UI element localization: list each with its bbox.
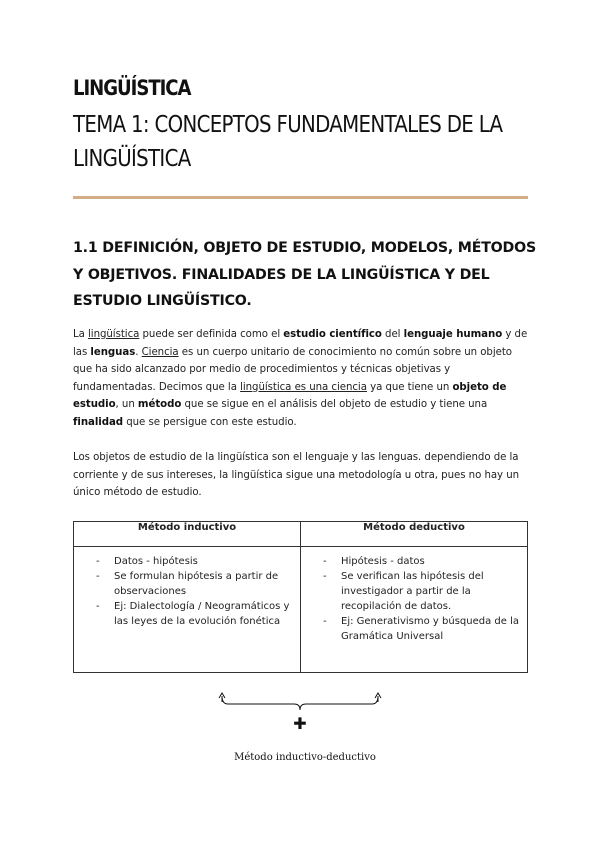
method-bracket-diagram <box>210 684 390 744</box>
table-header-inductive: Método inductivo <box>74 522 301 547</box>
term-linguistica: lingüística <box>88 329 140 340</box>
list-item: - Ej: Dialectología / Neogramáticos y las leyes de la evolución fonética <box>86 599 292 629</box>
table-header-deductive: Método deductivo <box>301 522 528 547</box>
list-item: - Se formulan hipótesis a partir de observaciones <box>86 569 292 599</box>
term-ciencia: Ciencia <box>141 346 179 358</box>
paragraph-definition: La lingüística puede ser definida como el estudio científico del lenguaje humano y de las lenguas. Ciencia es un cuerpo unitario de conocimiento no común sobre un objeto que ha sido alcanzado por medio de procedimientos y técnicas objetivas y fundamentadas. Decimos que la lingüística es una ciencia ya que tiene un objeto de estudio, un método que se sigue en el análisis del objeto de estudio y tiene una finalidad que se persigue con este estudio. <box>73 329 528 428</box>
list-item: - Hipótesis - datos <box>313 554 519 569</box>
inductive-cell <box>74 547 301 673</box>
list-item: - Ej: Generativismo y búsqueda de la Gramática Universal <box>313 614 519 644</box>
deductive-cell <box>301 547 528 673</box>
paragraph-objects: Los objetos de estudio de la lingüística son el lenguaje y las lenguas. dependiendo de la corriente y de sus intereses, la lingüística sigue una metodología u otra, pues no hay un único método de estudio. <box>73 452 520 498</box>
term-linguistica-ciencia: lingüística es una ciencia <box>240 381 367 393</box>
list-item: - Datos - hipótesis <box>86 554 292 569</box>
document-title: LINGÜÍSTICA <box>73 76 191 100</box>
diagram-caption: Método inductivo-deductivo <box>234 752 376 763</box>
list-item: - Se verifican las hipótesis del investigador a partir de la recopilación de datos. <box>313 569 519 614</box>
bracket-icon <box>219 693 381 710</box>
methods-table <box>73 521 528 673</box>
plus-icon: ✚ <box>293 714 307 733</box>
section-heading: 1.1 DEFINICIÓN, OBJETO DE ESTUDIO, MODELOS, MÉTODOS Y OBJETIVOS. FINALIDADES DE LA LINGÜÍSTICA Y DEL ESTUDIO LINGÜÍSTICO. <box>73 240 536 309</box>
title-divider <box>73 196 528 199</box>
document-subtitle: TEMA 1: CONCEPTOS FUNDAMENTALES DE LA LINGÜÍSTICA <box>73 112 503 172</box>
